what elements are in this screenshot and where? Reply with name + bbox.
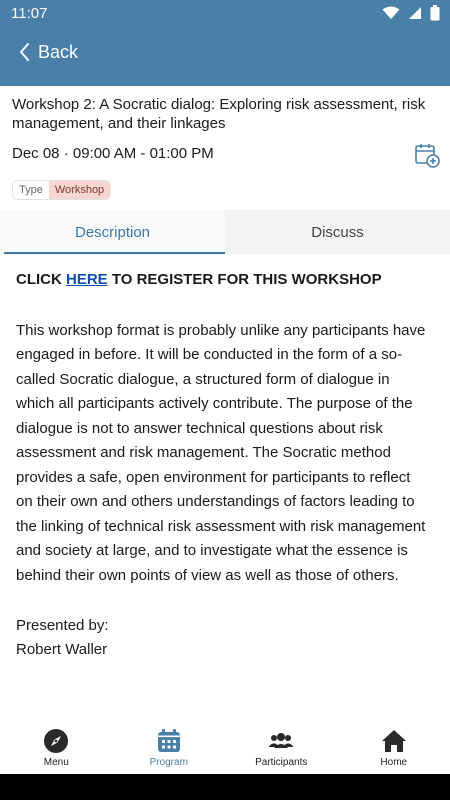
nav-home-label: Home (380, 757, 408, 768)
status-icons (382, 5, 440, 21)
nav-menu-label: Menu (43, 757, 69, 768)
register-link[interactable]: HERE (66, 271, 108, 288)
register-suffix: TO REGISTER FOR THIS WORKSHOP (107, 271, 382, 288)
people-icon (268, 728, 294, 754)
presenter-name: Robert Waller (16, 641, 108, 658)
chevron-left-icon (16, 40, 34, 64)
description-content (16, 268, 426, 662)
type-tag-key: Type (13, 181, 49, 199)
tab-bar (0, 210, 450, 254)
battery-icon (430, 5, 440, 21)
nav-participants[interactable] (225, 722, 338, 774)
tab-discuss[interactable]: Discuss (311, 223, 364, 241)
register-line (16, 268, 426, 293)
compass-icon (43, 728, 69, 754)
app-bar (0, 0, 450, 86)
bottom-nav (0, 722, 450, 774)
description-text: This workshop format is probably unlike any participants have engaged in before. It will be conducted in the form of a so-called Socratic dialogue, a structured form of dialogue in which all participants actively contribute. The purpose of the dialogue is not to answer technical questions about risk assessment and risk management. The Socratic method provides a safe, open environment for participants to reflect on their own and others understandings of factors leading to the linking of technical risk assessment with risk management and society at large, and to investigate what the essence is behind their own points of view as well as those of others. (16, 321, 426, 584)
add-to-calendar-icon[interactable] (413, 141, 441, 169)
tab-description[interactable]: Description (0, 210, 225, 254)
system-navigation-bar (0, 774, 450, 800)
type-tag-value: Workshop (49, 181, 110, 199)
status-time: 11:07 (11, 5, 48, 22)
nav-home[interactable] (338, 722, 450, 774)
nav-program-label: Program (149, 757, 188, 768)
wifi-icon (382, 6, 400, 20)
presented-by (16, 614, 426, 662)
home-icon (381, 728, 407, 754)
status-bar (0, 0, 450, 28)
presented-by-label: Presented by: (16, 617, 109, 634)
signal-icon (408, 6, 422, 20)
event-datetime: Dec 08 · 09:00 AM - 01:00 PM (12, 145, 214, 162)
back-button[interactable] (16, 40, 78, 64)
register-prefix: CLICK (16, 271, 66, 288)
type-tag (12, 180, 111, 200)
nav-menu[interactable] (0, 722, 113, 774)
nav-participants-label: Participants (255, 757, 308, 768)
nav-program[interactable] (113, 722, 226, 774)
calendar-icon (156, 728, 182, 754)
event-title: Workshop 2: A Socratic dialog: Exploring risk assessment, risk management, and their linkages (12, 96, 426, 132)
back-label: Back (38, 41, 79, 62)
